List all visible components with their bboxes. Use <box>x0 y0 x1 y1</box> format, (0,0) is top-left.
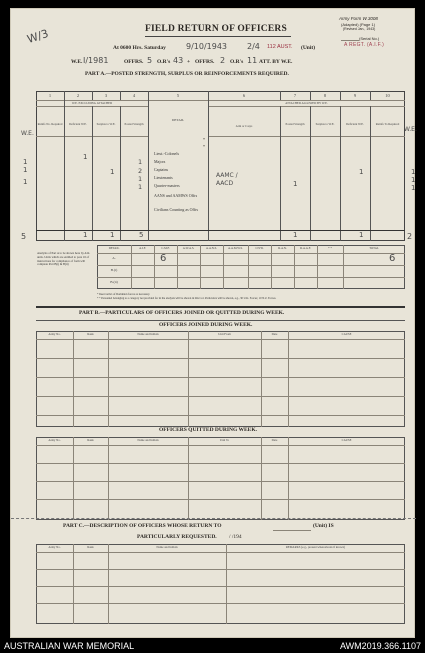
col-number-7: 7 <box>293 93 297 98</box>
col-number-4: 4 <box>132 93 136 98</box>
quitted-col-unit-to: Unit To <box>219 438 230 442</box>
joined-table <box>36 331 405 427</box>
analysis-header-civil: CIVIL <box>255 246 264 250</box>
analysis-header-aamws: A.A.M.W.S. <box>228 246 243 250</box>
unit-stamp: 112 AUST. <box>267 44 293 50</box>
part-c-col-name: Name and Initials <box>156 545 178 549</box>
quitted-col-name: Name and Initials <box>137 438 159 442</box>
quitted-title: OFFICERS QUITTED DURING WEEK. <box>159 427 257 433</box>
revised-label: (Revised Jan., 1943) <box>343 27 376 31</box>
part-a-title: PART A.—POSTED STRENGTH, SURPLUS OR REINFORCEMENTS REQUIRED. <box>85 71 289 77</box>
rank-civilians: Civilians Counting as Offrs <box>154 207 199 212</box>
part-c-particularly: PARTICULARLY REQUESTED. <box>137 534 217 540</box>
part-c-table <box>36 544 405 624</box>
unit-label: (Unit) <box>301 45 316 51</box>
right-margin-mark: 1 <box>411 184 416 192</box>
offrs-value: 5 <box>147 56 153 65</box>
sub-header-deficient: Deficient W.E. <box>69 122 87 126</box>
posted-value-lt-col: 1 <box>138 158 143 166</box>
quitted-col-rank: Rank <box>87 438 94 442</box>
margin-note: W/3 <box>25 26 51 47</box>
col-number-2: 2 <box>76 93 80 98</box>
army-form-label: Army Form W.3008 <box>339 16 378 21</box>
detail-header: DETAIL <box>171 118 185 122</box>
total-att-deficient: 1 <box>359 231 364 239</box>
tear-line <box>11 518 416 519</box>
analysis-header-awas: A.W.A.S. <box>182 246 195 250</box>
right-margin-mark: 1 <box>411 168 416 176</box>
analysis-header-cmf: C.M.F. <box>161 246 170 250</box>
we-label: W.E. <box>71 59 83 65</box>
analysis-header-aif: A.I.F. <box>139 246 146 250</box>
side-we-left: W.E. <box>21 130 34 137</box>
col-number-3: 3 <box>104 93 108 98</box>
quitted-col-date: Date <box>271 438 278 442</box>
sub-header-att-reinfs: Reinfs To Required <box>375 122 400 126</box>
joined-col-cause: CAUSE <box>341 332 352 336</box>
rank-captains: Captains <box>154 167 168 172</box>
joined-col-army-no: Army No. <box>48 332 61 336</box>
offrs-label: OFFRS. <box>124 59 144 65</box>
col-number-1: 1 <box>48 93 52 98</box>
unit-handwritten: 2/4 <box>247 42 260 51</box>
footer-institution: AUSTRALIAN WAR MEMORIAL <box>4 641 135 651</box>
col-number-9: 9 <box>353 93 357 98</box>
col-number-6: 6 <box>242 93 246 98</box>
sub-header-reinfs: Reinfs No. Required <box>37 122 63 126</box>
joined-col-rank: Rank <box>87 332 94 336</box>
part-c-unit-is: (Unit) IS <box>313 523 334 529</box>
total-surplus: 1 <box>110 231 115 239</box>
analysis-row-a: A. <box>112 256 116 260</box>
we-value: I/1981 <box>83 56 109 65</box>
joined-title: OFFICERS JOINED DURING WEEK. <box>159 322 253 328</box>
regiment-stamp: A REGT. (A.I.F.) <box>344 42 385 48</box>
analysis-table <box>97 245 405 289</box>
quitted-col-cause: CAUSE <box>341 438 352 442</box>
left-margin-mark: 1 <box>23 166 28 174</box>
part-c-col-rank: Rank <box>87 545 94 549</box>
side-we-right: W.E. <box>404 126 417 133</box>
rank-lieutenants: Lieutenants <box>154 175 173 180</box>
posted-value-lieutenants: 1 <box>138 183 143 191</box>
joined-col-unit-from: Unit From <box>218 332 231 336</box>
serial-label: (Serial No.) <box>359 36 380 41</box>
joined-col-date: Date <box>271 332 278 336</box>
at-hours-label: At 0600 Hrs. Saturday <box>113 45 166 51</box>
sub-header-arm-corps: Arm or Corps <box>235 124 253 128</box>
part-c-col-army-no: Army No. <box>48 545 61 549</box>
archive-footer <box>0 638 425 653</box>
analysis-header-aans: A.A.N.S. <box>205 246 218 250</box>
rank-aans-aamws: AANS and AAMWS Offrs <box>154 193 198 198</box>
att-deficient-value: 1 <box>359 168 364 176</box>
analysis-row-b-ii: B.(ii) <box>110 280 118 284</box>
quitted-table <box>36 437 405 520</box>
arm-corps-value: AAMC / AACD <box>216 172 238 187</box>
part-c-col-remarks: REMARKS (e.g., present whereabouts if known) <box>285 545 346 549</box>
total-deficient: 1 <box>83 231 88 239</box>
analysis-total-a-value: 6 <box>389 253 396 264</box>
analysis-header-total: TOTAL <box>369 246 379 250</box>
analysis-header-other: * * <box>328 246 332 250</box>
document-page: Army Form W.3008 (Adapted) (Page 1) (Revised Jan., 1943) (Serial No.) A REGT. (A.I.F.) W/3 FIELD RETURN OF OFFICERS At 0600 Hrs. Saturday 9/10/1943 2/4 112 AUST. (Unit) W.E. I/1981 OFFRS. 5 O.R's 43 + OFFRS. 2 O.R's 11 ATT. BY W.E. PART A.—POSTED STRENGTH, SURPLUS OR REINFORCEMENTS REQUIRED. 1 2 3 4 5 6 7 8 9 10 W.E. EXCLUDING ATTACHED ATTACHED ALLOWED BY W.E. DETAIL Reinfs No. Required Deficient W.E. Surplus to W.E. Posted Strength Arm or Corps Posted Strength Surplus to W.E. Deficient W.E. Reinfs To Required Lieut.-Colonels Majors Captains Lieutenants Quarter-masters AANS and AAMWS Offrs Civilians Counting as Offrs * * W.E. W.E. 1 1 1 1 1 1 2 1 1 AAMC / AACD 1 1 1 1 1 5 1 1 5 1 1 2 Analysis of Part A to be shown here by ALL units. Units which are entitled to para 16 of instructions for compliance of form will complete Part B(i) & B(ii) DETAIL A.I.F. C.M.F. A.W.A.S. A.A.N.S. A.A.M.W.S. CIVIL R.A.N. R.A.A.F. * * TOTAL A. B.(i) B.(ii) 6 6 * Insert arm/s of Dominion forces as necessary. * * Personnel belonging to a category not provided for in the analysis will be shown in this Col. Particulars will be shown, e.g., 30 U.K. Forces; 10 N.Z. Forces. PART B.—PARTICULARS OF OFFICERS JOINED OR QUITTED DURING WEEK. OFFICERS JOINED DURING WEEK. Army No. Rank Name and Initials Unit From Date CAUSE OFFICERS QUITTED DURING WEEK. Army No. Rank Name and Initials Unit To Date CAUSE PART C.—DESCRIPTION OF OFFICERS WHOSE RETURN TO (Unit) IS PARTICULARLY REQUESTED. / /194 Army No. Rank Name and Initials REMARKS (e.g., present whereabouts if known) <box>10 8 415 638</box>
rank-majors: Majors <box>154 159 166 164</box>
left-margin-mark: 1 <box>23 158 28 166</box>
ors2-label: O.R's <box>230 59 244 65</box>
posted-value-majors: 2 <box>138 167 143 175</box>
we-excluding-header: W.E. EXCLUDING ATTACHED <box>71 100 113 105</box>
total-att-posted: 1 <box>293 231 298 239</box>
col-number-8: 8 <box>323 93 327 98</box>
offrs2-value: 2 <box>220 56 226 65</box>
part-b-title: PART B.—PARTICULARS OF OFFICERS JOINED OR QUITTED DURING WEEK. <box>79 310 285 316</box>
col-number-5: 5 <box>176 93 180 98</box>
deficient-value: 1 <box>83 153 88 161</box>
analysis-footnote-1: * Insert arm/s of Dominion forces as necessary. <box>97 293 151 296</box>
return-date: 9/10/1943 <box>186 42 228 51</box>
joined-col-name: Name and Initials <box>137 332 159 336</box>
posted-value-captains: 1 <box>138 175 143 183</box>
offrs2-label: OFFRS. <box>195 59 215 65</box>
footer-accession-number: AWM2019.366.1107 <box>339 641 421 651</box>
ors2-value: 11 <box>247 56 258 65</box>
analysis-aif-a-value: 6 <box>160 253 167 264</box>
right-margin-total: 2 <box>407 232 413 241</box>
rank-quarter-masters: Quarter-masters <box>154 183 180 188</box>
left-margin-total: 5 <box>21 232 27 241</box>
analysis-header-detail: DETAIL <box>108 246 120 250</box>
sub-header-att-surplus: Surplus to W.E. <box>315 122 335 126</box>
sub-header-posted: Posted Strength <box>124 122 144 126</box>
ors-value: 43 <box>173 56 184 65</box>
analysis-note: Analysis of Part A to be shown here by ALL units. Units which are entitled to para 16 of instructions for compliance of form will complete Part B(i) & B(ii) <box>37 251 91 267</box>
analysis-footnote-2: * * Personnel belonging to a category not provided for in the analysis will be shown in this Col. Particulars will be shown, e.g., 30 U.K. Forces; 10 N.Z. Forces. <box>97 297 277 300</box>
quitted-col-army-no: Army No. <box>48 438 61 442</box>
adapted-label: (Adapted) (Page 1) <box>341 22 376 27</box>
att-posted-value: 1 <box>293 180 298 188</box>
surplus-value: 1 <box>110 168 115 176</box>
plus-sign: + <box>187 59 191 65</box>
analysis-header-ran: R.A.N. <box>278 246 287 250</box>
part-c-date: / /194 <box>229 534 242 540</box>
sub-header-att-deficient: Deficient W.E. <box>346 122 364 126</box>
sub-header-surplus: Surplus to W.E. <box>96 122 116 126</box>
left-margin-mark: 1 <box>23 178 28 186</box>
analysis-row-b-i: B.(i) <box>110 268 118 272</box>
form-title: FIELD RETURN OF OFFICERS <box>145 24 287 34</box>
analysis-header-raaf: R.A.A.F. <box>300 246 311 250</box>
ors-label: O.R's <box>157 59 171 65</box>
right-margin-mark: 1 <box>411 176 416 184</box>
part-c-title: PART C.—DESCRIPTION OF OFFICERS WHOSE RETURN TO <box>63 523 222 529</box>
total-posted: 5 <box>139 231 144 239</box>
att-by-we-label: ATT. BY W.E. <box>259 59 293 65</box>
attached-header: ATTACHED ALLOWED BY W.E. <box>285 100 328 105</box>
sub-header-att-posted: Posted Strength <box>285 122 305 126</box>
rank-lieut-colonels: Lieut.-Colonels <box>154 151 179 156</box>
col-number-10: 10 <box>385 93 390 98</box>
